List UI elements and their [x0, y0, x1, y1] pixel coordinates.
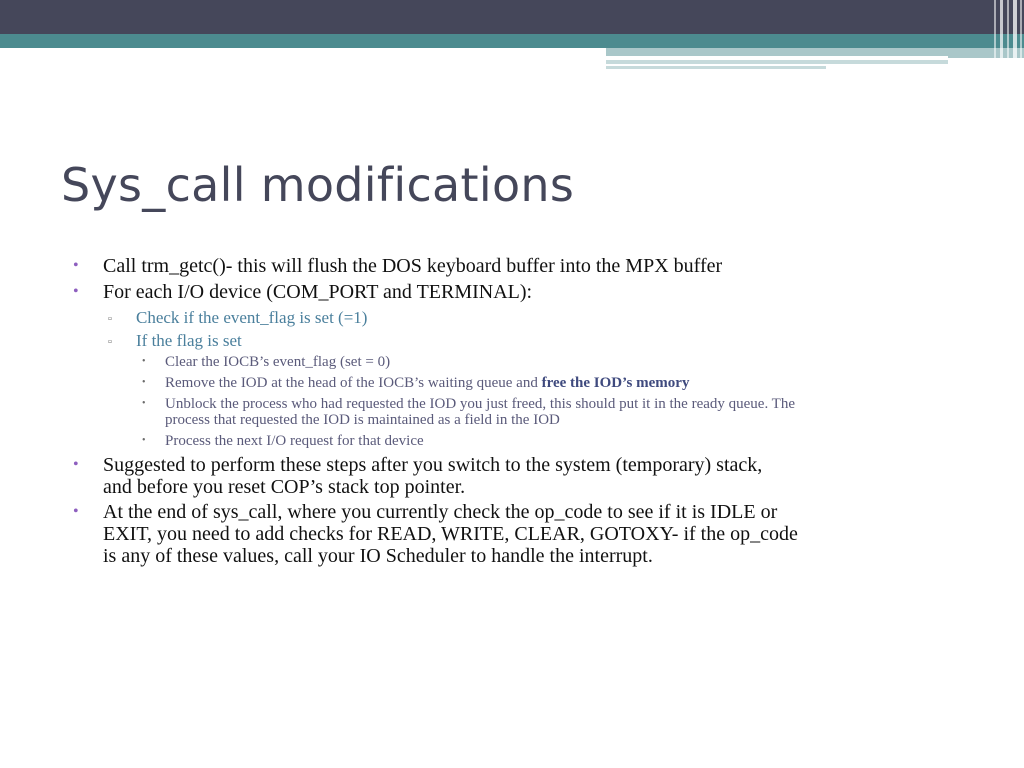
header-teal-band	[0, 34, 1024, 48]
sub-bullet-marker: ▫	[108, 313, 112, 325]
bullet-3	[73, 454, 763, 498]
bullet-dot: •	[73, 456, 79, 473]
header-divider-line	[606, 56, 948, 58]
sub-bullet-1	[108, 308, 368, 328]
bullet-text-line: At the end of sys_call, where you currently check the op_code to see if it is IDLE or	[103, 501, 778, 523]
bullet-text: For each I/O device (COM_PORT and TERMINAL):	[103, 281, 533, 303]
bullet-dot: •	[73, 283, 79, 300]
bullet-4	[73, 501, 798, 567]
sub-sub-bullet-text-line: process that requested the IOD is maintained as a field in the IOD	[165, 412, 560, 428]
sub-sub-bullet-dot: •	[142, 356, 146, 367]
sub-sub-bullet-text: Clear the IOCB’s event_flag (set = 0)	[165, 354, 391, 370]
sub-sub-bullet-4	[142, 433, 424, 449]
bullet-text-line: Suggested to perform these steps after you switch to the system (temporary) stack,	[103, 454, 763, 476]
sub-bullet-text: If the flag is set	[136, 331, 242, 350]
bullet-1	[73, 255, 723, 277]
bullet-dot: •	[73, 257, 79, 274]
header-light-band-3	[606, 66, 826, 69]
sub-bullet-text: Check if the event_flag is set (=1)	[136, 308, 368, 327]
sub-sub-bullet-text-line: Unblock the process who had requested the IOD you just freed, this should put it in the ready queue. The	[165, 396, 795, 412]
header-stripes	[990, 0, 1024, 70]
sub-sub-bullet-text: Process the next I/O request for that device	[165, 433, 424, 449]
sub-sub-bullet-text: Remove the IOD at the head of the IOCB’s waiting queue and	[165, 375, 542, 391]
emphasis-text: free the IOD’s memory	[541, 375, 690, 391]
sub-bullet-marker: ▫	[108, 336, 112, 348]
bullet-2	[73, 281, 533, 303]
header-light-band-2	[606, 60, 948, 64]
bullet-text-line: EXIT, you need to add checks for READ, WRITE, CLEAR, GOTOXY- if the op_code	[103, 523, 798, 545]
sub-sub-bullet-dot: •	[142, 398, 146, 409]
bullet-text-line: and before you reset COP’s stack top pointer.	[103, 476, 466, 498]
sub-sub-bullet-2	[142, 375, 690, 391]
sub-sub-bullet-dot: •	[142, 377, 146, 388]
bullet-dot: •	[73, 503, 79, 520]
bullet-text: Call trm_getc()- this will flush the DOS keyboard buffer into the MPX buffer	[103, 255, 723, 277]
sub-sub-bullet-1	[142, 354, 391, 370]
header-dark-band	[0, 0, 1024, 34]
sub-sub-bullet-3	[142, 396, 795, 428]
slide-title: Sys_call modifications	[61, 158, 575, 212]
sub-sub-bullet-dot: •	[142, 435, 146, 446]
bullet-text-line: is any of these values, call your IO Scheduler to handle the interrupt.	[103, 545, 653, 567]
sub-bullet-2	[108, 331, 242, 351]
